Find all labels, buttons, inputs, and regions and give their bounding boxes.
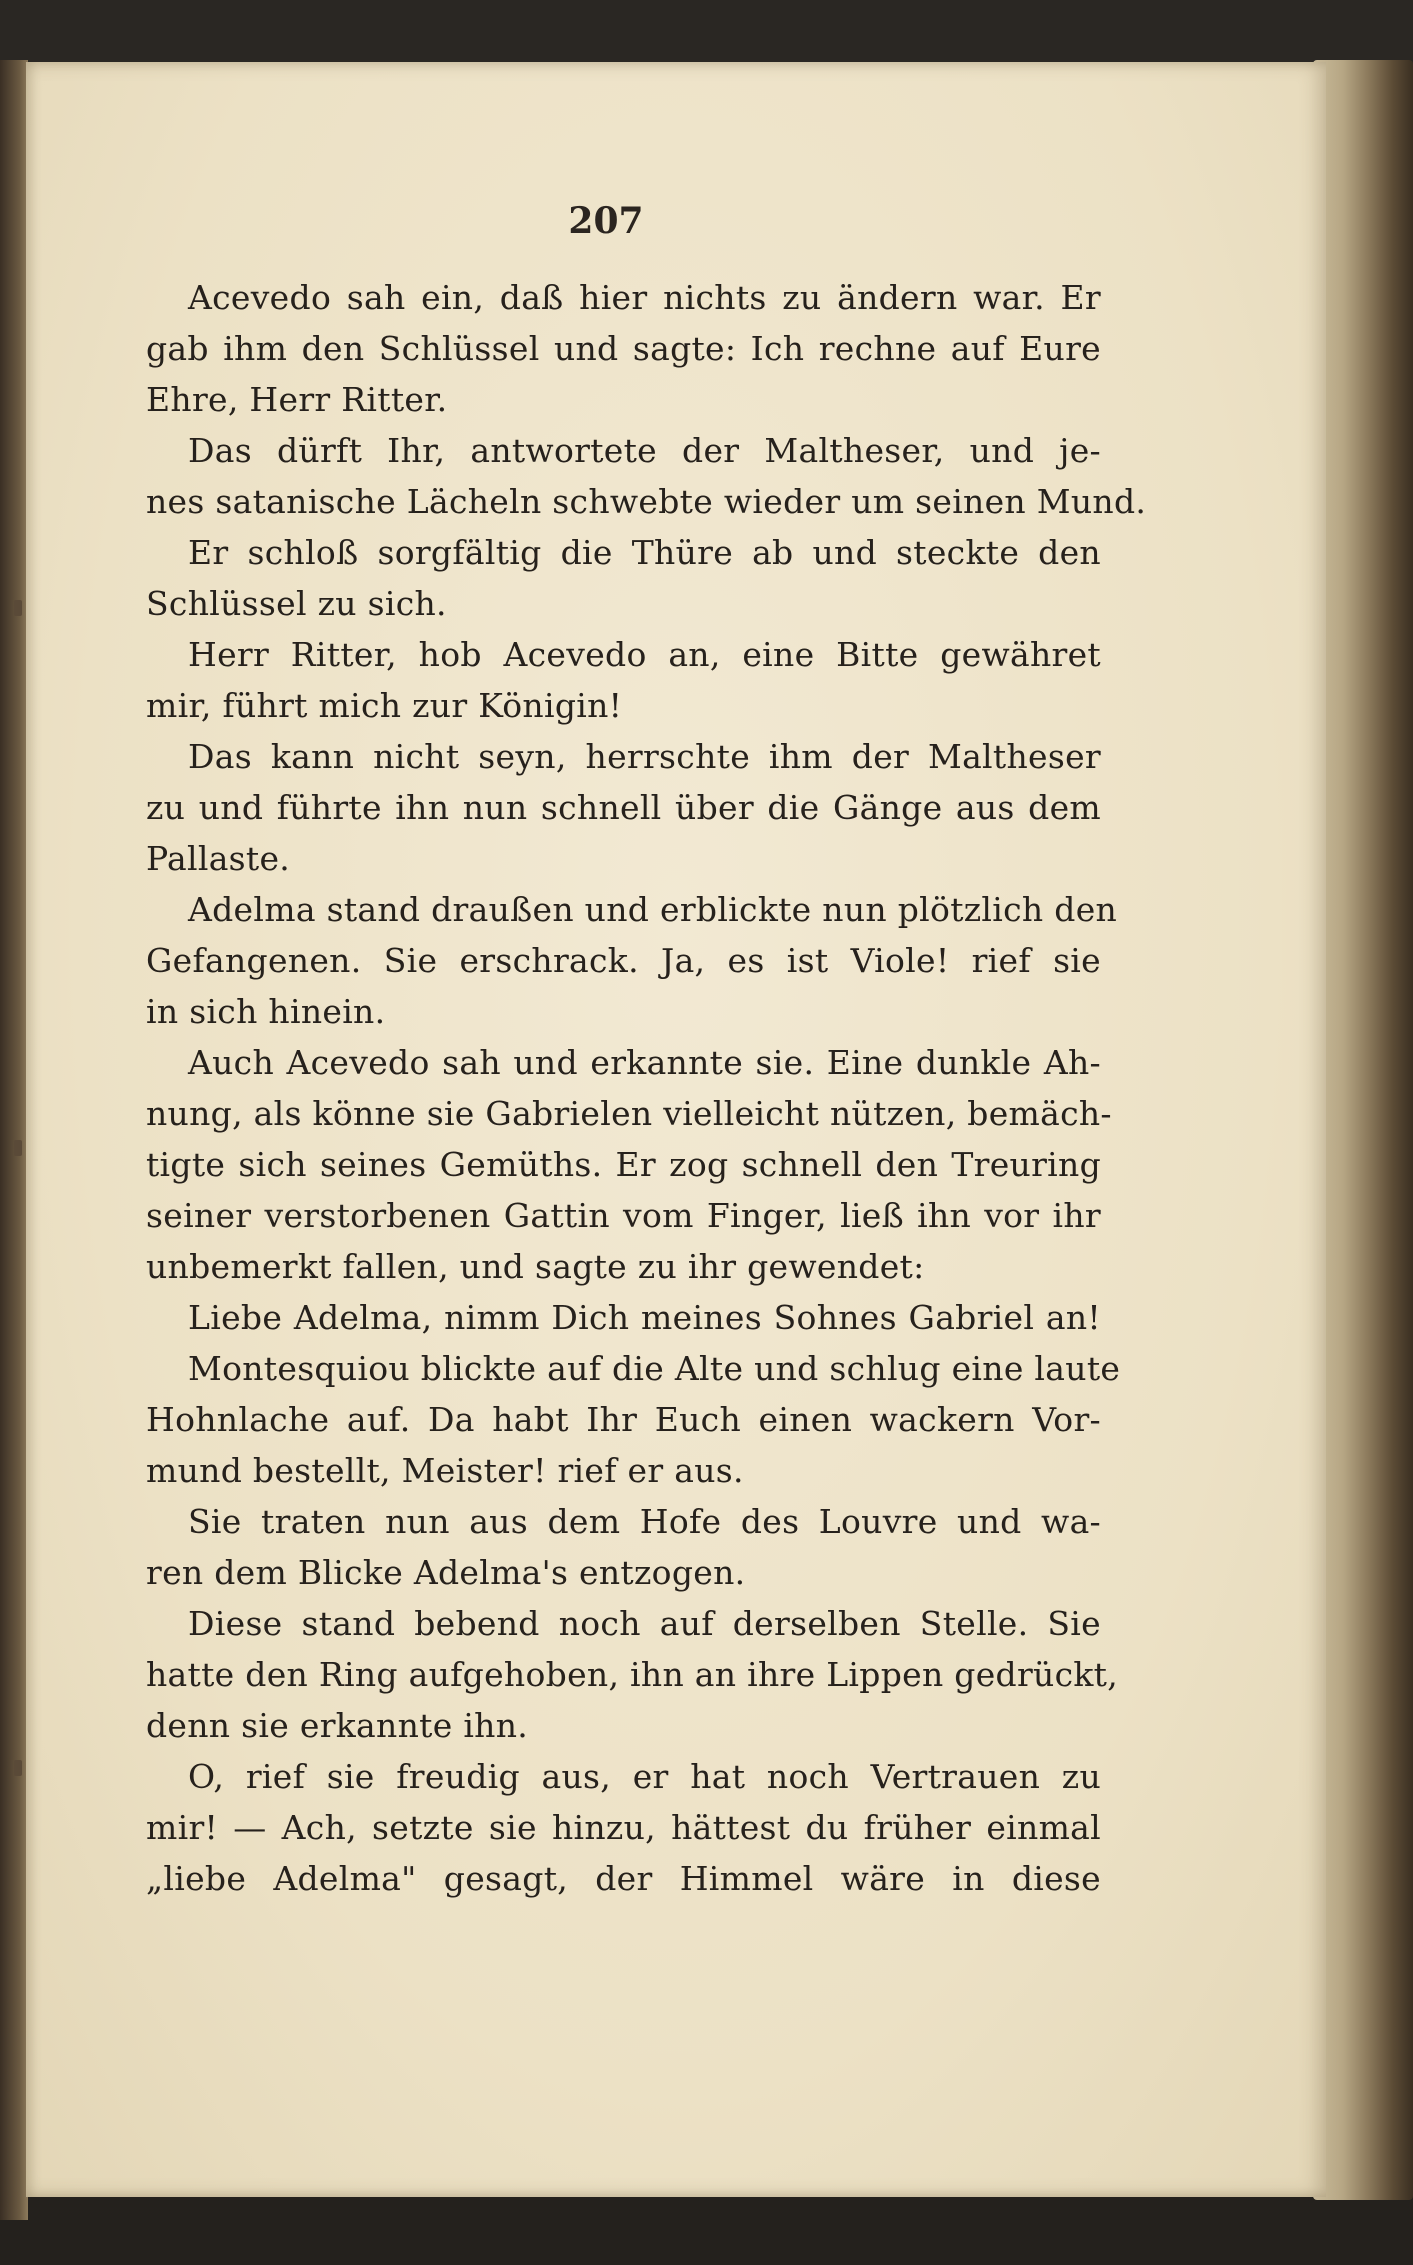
text-line: Herr Ritter, hob Acevedo an, eine Bitte gewähret <box>188 635 1101 674</box>
text-line: Liebe Adelma, nimm Dich meines Sohnes Gabriel an! <box>188 1298 1101 1337</box>
text-line: unbemerkt fallen, und sagte zu ihr gewendet: <box>146 1247 925 1286</box>
text-line: in sich hinein. <box>146 992 386 1031</box>
text-line: Acevedo sah ein, daß hier nichts zu ändern war. Er <box>188 278 1101 317</box>
text-line: tigte sich seines Gemüths. Er zog schnell den Treuring <box>146 1145 1101 1184</box>
text-line: Schlüssel zu sich. <box>146 584 447 623</box>
text-line: nes satanische Lächeln schwebte wieder um seinen Mund. <box>146 482 1147 521</box>
text-line: hatte den Ring aufgehoben, ihn an ihre Lippen gedrückt, <box>146 1655 1119 1694</box>
text-line: Das dürft Ihr, antwortete der Maltheser, und je- <box>188 431 1101 470</box>
text-line: gab ihm den Schlüssel und sagte: Ich rechne auf Eure <box>146 329 1101 368</box>
text-line: Pallaste. <box>146 839 291 878</box>
text-line: Hohnlache auf. Da habt Ihr Euch einen wackern Vor- <box>146 1400 1101 1439</box>
text-line: ren dem Blicke Adelma's entzogen. <box>146 1553 746 1592</box>
text-line: zu und führte ihn nun schnell über die Gänge aus dem <box>146 788 1101 827</box>
text-line: Gefangenen. Sie erschrack. Ja, es ist Viole! rief sie <box>146 941 1101 980</box>
margin-mark <box>14 1760 22 1776</box>
text-line: Sie traten nun aus dem Hofe des Louvre und wa- <box>188 1502 1101 1541</box>
text-line: seiner verstorbenen Gattin vom Finger, ließ ihn vor ihr <box>146 1196 1101 1235</box>
text-line: Auch Acevedo sah und erkannte sie. Eine dunkle Ah- <box>188 1043 1101 1082</box>
book-page <box>26 62 1326 2197</box>
text-line: Er schloß sorgfältig die Thüre ab und steckte den <box>188 533 1101 572</box>
text-line: O, rief sie freudig aus, er hat noch Vertrauen zu <box>188 1757 1101 1796</box>
book-binding-top <box>0 0 1413 70</box>
text-line: denn sie erkannte ihn. <box>146 1706 529 1745</box>
text-line: Das kann nicht seyn, herrschte ihm der Maltheser <box>188 737 1101 776</box>
text-line: Montesquiou blickte auf die Alte und schlug eine laute <box>188 1349 1121 1388</box>
page-number: 207 <box>568 200 644 242</box>
text-line: Adelma stand draußen und erblickte nun plötzlich den <box>188 890 1118 929</box>
book-cover-edge <box>0 60 28 2220</box>
text-line: „liebe Adelma" gesagt, der Himmel wäre in diese <box>146 1859 1101 1898</box>
body-text <box>146 272 1147 1904</box>
text-line: mund bestellt, Meister! rief er aus. <box>146 1451 744 1490</box>
text-line: nung, als könne sie Gabrielen vielleicht nützen, bemäch- <box>146 1094 1112 1133</box>
text-line: Ehre, Herr Ritter. <box>146 380 448 419</box>
text-line: mir, führt mich zur Königin! <box>146 686 623 725</box>
text-line: Diese stand bebend noch auf derselben Stelle. Sie <box>188 1604 1101 1643</box>
margin-mark <box>14 600 22 616</box>
text-line: mir! — Ach, setzte sie hinzu, hättest du früher einmal <box>146 1808 1101 1847</box>
page-edges <box>1313 60 1413 2200</box>
margin-mark <box>14 1140 22 1156</box>
